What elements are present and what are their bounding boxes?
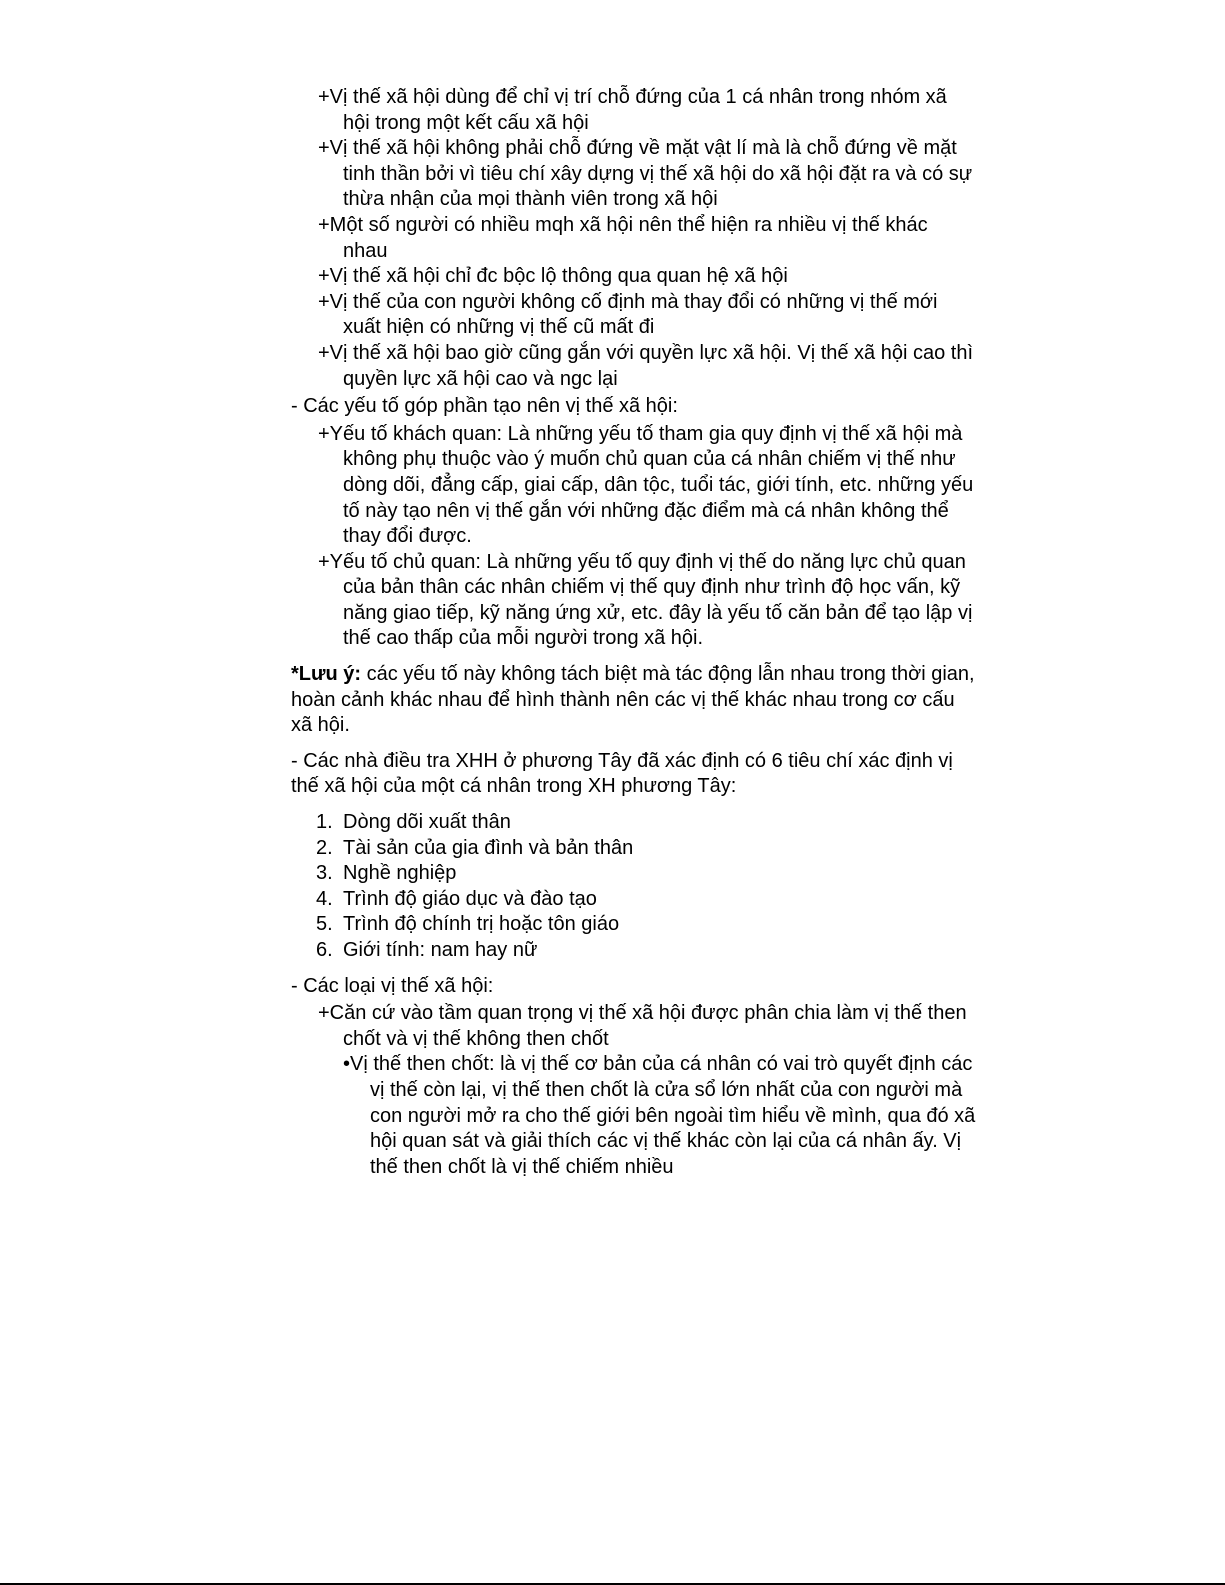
criteria-number: 6.: [316, 939, 333, 961]
note-paragraph: [291, 662, 976, 739]
status-bullet-3: +Một số người có nhiều mqh xã hội nên thể hiện ra nhiều vị thế khác nhau: [318, 213, 928, 262]
criteria-intro: - Các nhà điều tra XHH ở phương Tây đã xác định có 6 tiêu chí xác định vị thế xã hội của một cá nhân trong XH phương Tây:: [291, 749, 953, 798]
criteria-number: 3.: [316, 862, 333, 885]
criteria-text: Trình độ giáo dục và đào tạo: [343, 887, 597, 910]
types-heading: - Các loại vị thế xã hội:: [291, 974, 494, 997]
status-bullet-5: +Vị thế của con người không cố định mà thay đổi có những vị thế mới xuất hiện có những vị thế cũ mất đi: [318, 290, 938, 339]
note-label: *Lưu ý:: [291, 663, 362, 686]
criteria-item: [291, 887, 976, 913]
criteria-item: [291, 861, 976, 887]
types-basis: +Căn cứ vào tầm quan trọng vị thế xã hội được phân chia làm vị thế then chốt và vị thế không then chốt: [318, 1002, 967, 1050]
document-body: [291, 85, 976, 1180]
key-status-bullet: •Vị thế then chốt: là vị thế cơ bản của cá nhân có vai trò quyết định các vị thế còn lại, vị thế then chốt là cửa sổ lớn nhất của con người mà con người mở ra cho thế giới bên ngoài tìm hiểu về mình, qua đó xã hội quan sát và giải thích các vị thế khác còn lại của cá nhân ấy. Vị thế then chốt là vị thế chiếm nhiều: [343, 1053, 976, 1178]
criteria-text: Nghề nghiệp: [343, 862, 457, 885]
status-bullet-4: +Vị thế xã hội chỉ đc bộc lộ thông qua quan hệ xã hội: [318, 265, 788, 288]
criteria-item: [291, 912, 976, 938]
criteria-text: Tài sản của gia đình và bản thân: [343, 836, 634, 859]
status-bullet-1: +Vị thế xã hội dùng để chỉ vị trí chỗ đứng của 1 cá nhân trong nhóm xã hội trong một kết cấu xã hội: [318, 86, 947, 134]
criteria-item: [291, 810, 976, 836]
criteria-number: 1.: [316, 811, 333, 834]
criteria-text: Giới tính: nam hay nữ: [343, 939, 538, 961]
criteria-number: 5.: [316, 913, 333, 936]
criteria-list: [291, 810, 976, 964]
status-bullet-2: +Vị thế xã hội không phải chỗ đứng về mặt vật lí mà là chỗ đứng về mặt tinh thần bởi vì tiêu chí xây dựng vị thế xã hội do xã hội đặt ra và có sự thừa nhận của mọi thành viên trong xã hội: [318, 137, 973, 211]
factors-heading: - Các yếu tố góp phần tạo nên vị thế xã hội:: [291, 395, 678, 418]
criteria-number: 4.: [316, 887, 333, 910]
criteria-text: Trình độ chính trị hoặc tôn giáo: [343, 913, 620, 936]
status-bullet-6: +Vị thế xã hội bao giờ cũng gắn với quyền lực xã hội. Vị thế xã hội cao thì quyền lực xã hội cao và ngc lại: [318, 341, 974, 390]
criteria-text: Dòng dõi xuất thân: [343, 811, 511, 834]
criteria-item: [291, 938, 976, 964]
criteria-item: [291, 836, 976, 862]
criteria-number: 2.: [316, 836, 333, 859]
factor-subjective: +Yếu tố chủ quan: Là những yếu tố quy định vị thế do năng lực chủ quan của bản thân các nhân chiếm vị thế quy định như trình độ học vấn, kỹ năng giao tiếp, kỹ năng ứng xử, etc. đây là yếu tố căn bản để tạo lập vị thế cao thấp của mỗi người trong xã hội.: [318, 550, 973, 650]
factor-objective: +Yếu tố khách quan: Là những yếu tố tham gia quy định vị thế xã hội mà không phụ thuộc vào ý muốn chủ quan của cá nhân chiếm vị thế như dòng dõi, đẳng cấp, giai cấp, dân tộc, tuổi tác, giới tính, etc. những yếu tố này tạo nên vị thế gắn với những đặc điểm mà cá nhân không thể thay đổi được.: [318, 422, 974, 548]
note-text: các yếu tố này không tách biệt mà tác động lẫn nhau trong thời gian, hoàn cảnh khác nhau để hình thành nên các vị thế khác nhau trong cơ cấu xã hội.: [291, 663, 975, 737]
